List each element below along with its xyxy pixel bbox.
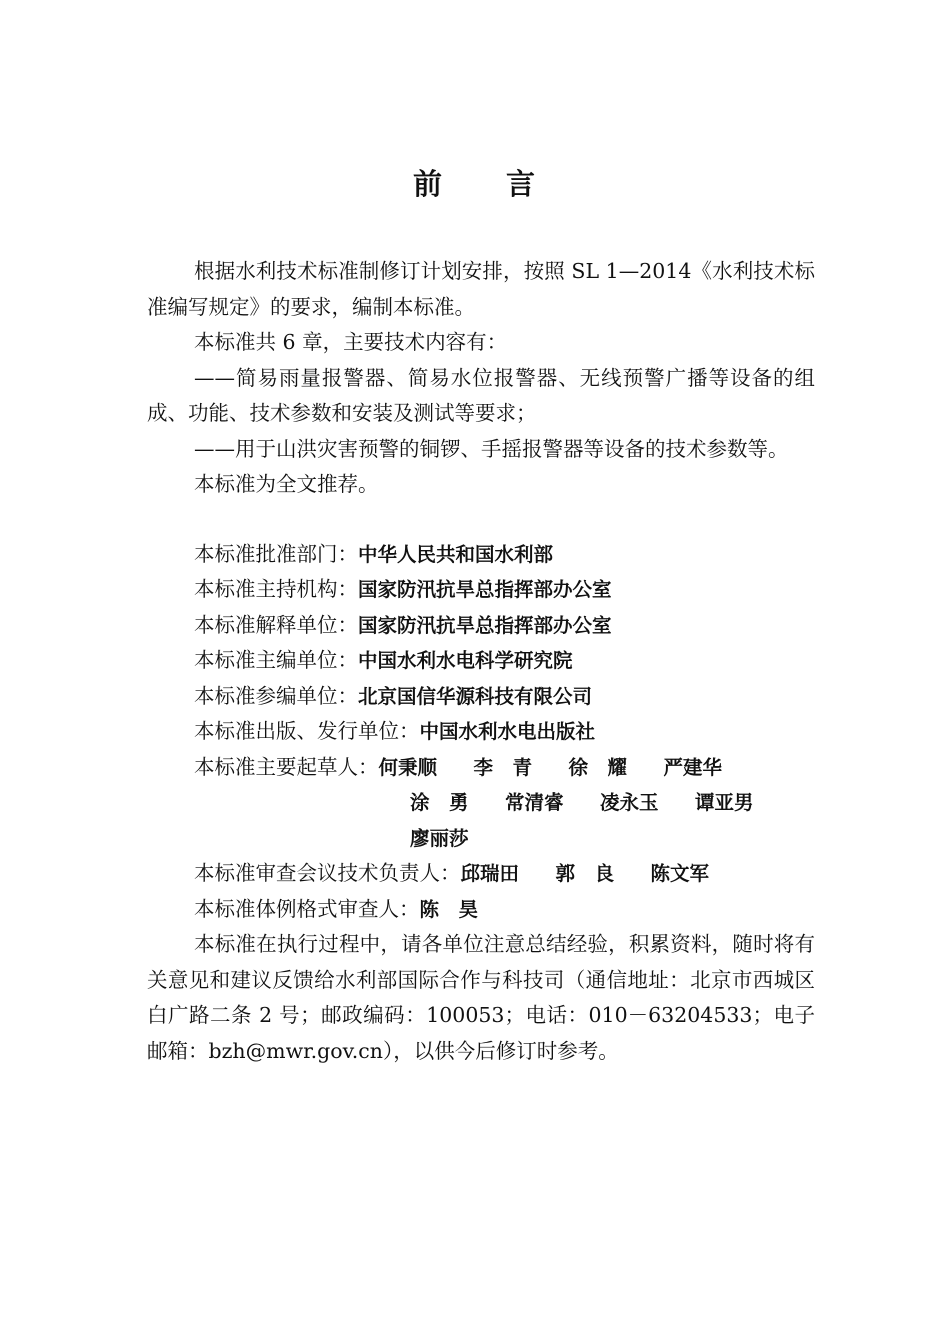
drafter-name: 李 青 bbox=[473, 755, 533, 779]
info-row-participating-editor bbox=[147, 679, 815, 715]
format-reviewer-row bbox=[147, 892, 815, 928]
drafter-name: 谭亚男 bbox=[695, 791, 754, 814]
info-value: 国家防汛抗旱总指挥部办公室 bbox=[358, 613, 612, 637]
info-value: 北京国信华源科技有限公司 bbox=[358, 684, 593, 708]
intro-paragraph-3: 本标准为全文推荐。 bbox=[194, 472, 379, 496]
content-item-1: ——简易雨量报警器、简易水位报警器、无线预警广播等设备的组成、功能、技术参数和安装及测试等要求； bbox=[147, 365, 815, 425]
info-row-publisher bbox=[147, 714, 815, 750]
drafter-name: 常清睿 bbox=[505, 791, 564, 814]
info-value: 国家防汛抗旱总指挥部办公室 bbox=[358, 578, 612, 601]
format-reviewer-label: 本标准体例格式审查人： bbox=[194, 896, 420, 921]
info-row-approval bbox=[147, 537, 815, 573]
format-reviewer-name: 陈 昊 bbox=[419, 897, 479, 921]
drafter-name: 何秉顺 bbox=[378, 755, 438, 779]
info-value: 中国水利水电出版社 bbox=[419, 720, 596, 743]
drafters-label: 本标准主要起草人： bbox=[194, 754, 379, 779]
info-row-interpretation bbox=[147, 608, 815, 644]
info-label: 本标准批准部门： bbox=[194, 541, 358, 566]
drafter-name: 严建华 bbox=[663, 755, 723, 779]
drafter-name: 涂 勇 bbox=[410, 791, 469, 814]
reviewer-name: 邱瑞田 bbox=[460, 862, 520, 885]
intro-paragraph-2: 本标准共 6 章，主要技术内容有： bbox=[194, 330, 508, 354]
info-row-host bbox=[147, 572, 815, 608]
reviewers-row bbox=[147, 856, 815, 892]
drafter-name: 廖丽莎 bbox=[410, 826, 469, 850]
page-title bbox=[0, 162, 950, 203]
preface-body bbox=[147, 254, 815, 1069]
intro-paragraph-1: 根据水利技术标准制修订计划安排，按照 SL 1—2014《水利技术标准编写规定》的要求，编制本标准。 bbox=[147, 259, 815, 319]
reviewers-label: 本标准审查会议技术负责人： bbox=[194, 861, 461, 885]
reviewer-name: 郭 良 bbox=[555, 862, 615, 885]
title-char-1: 前 bbox=[412, 167, 444, 201]
info-label: 本标准出版、发行单位： bbox=[194, 719, 420, 743]
drafters-row-3 bbox=[147, 821, 815, 857]
drafters-row bbox=[147, 750, 815, 786]
info-value: 中华人民共和国水利部 bbox=[358, 542, 554, 566]
info-label: 本标准解释单位： bbox=[194, 612, 358, 637]
info-label: 本标准主持机构： bbox=[194, 577, 358, 601]
drafter-name: 凌永玉 bbox=[600, 791, 659, 814]
content-item-2: ——用于山洪灾害预警的铜锣、手摇报警器等设备的技术参数等。 bbox=[194, 436, 789, 461]
info-label: 本标准主编单位： bbox=[194, 648, 358, 672]
info-row-chief-editor bbox=[147, 643, 815, 679]
drafters-row-2 bbox=[147, 785, 815, 821]
drafter-name: 徐 耀 bbox=[568, 755, 628, 779]
reviewer-name: 陈文军 bbox=[650, 862, 710, 885]
info-value: 中国水利水电科学研究院 bbox=[358, 649, 573, 672]
info-label: 本标准参编单位： bbox=[194, 683, 358, 708]
title-char-2: 言 bbox=[506, 167, 538, 201]
closing-paragraph: 本标准在执行过程中，请各单位注意总结经验，积累资料，随时将有关意见和建议反馈给水利部国际合作与科技司（通信地址：北京市西城区白广路二条 2 号；邮政编码：100053；电话：010－63204533；电子邮箱：bzh@mwr.gov.cn），以供今后修订时参考。 bbox=[147, 932, 815, 1063]
